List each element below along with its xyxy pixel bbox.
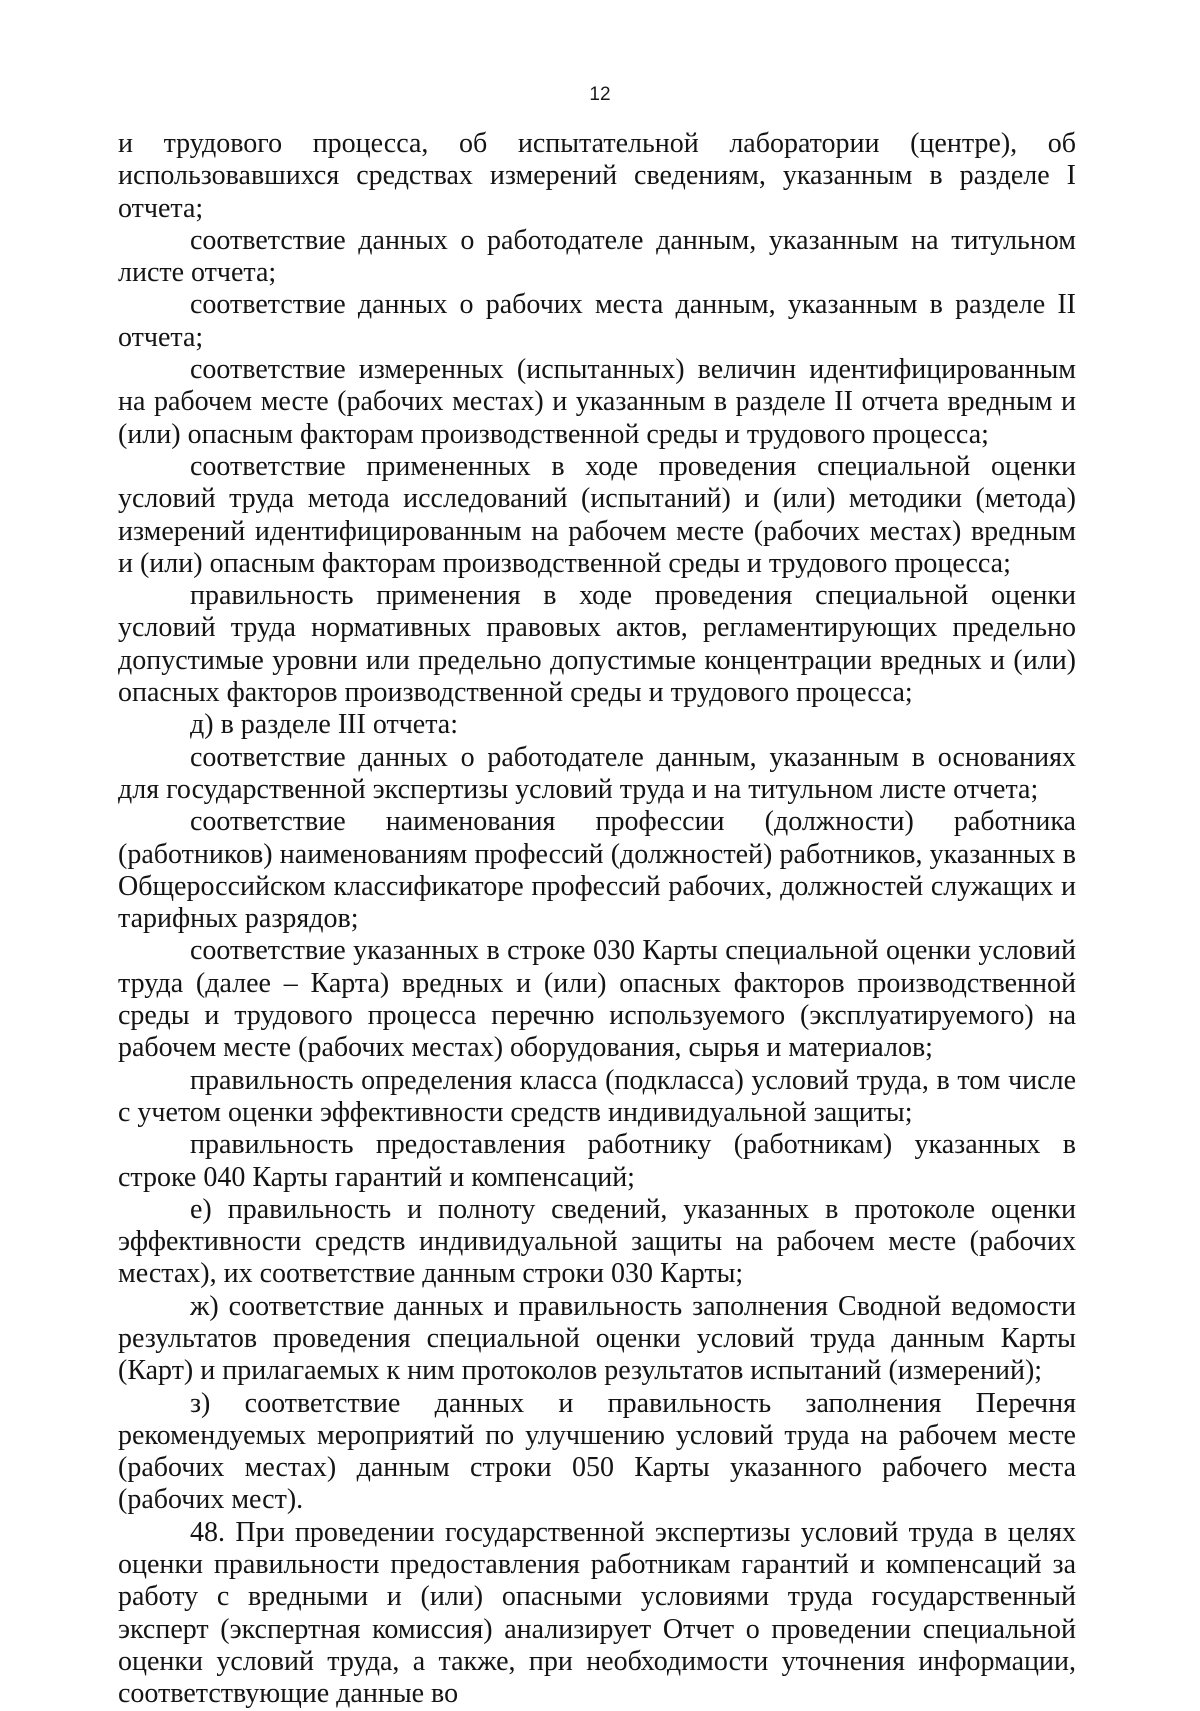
paragraph-z: з) соответствие данных и правильность заполнения Перечня рекомендуемых мероприятий по улучшению условий труда на рабочем месте (рабочих местах) данным строки 050 Карты указанного рабочего места (рабочих мест).: [118, 1387, 1076, 1516]
paragraph: соответствие данных о рабочих места данным, указанным в разделе II отчета;: [118, 289, 1076, 353]
paragraph: правильность применения в ходе проведения специальной оценки условий труда нормативных правовых актов, регламентирующих предельно допустимые уровни или предельно допустимые концентрации вредных и (или) опасных факторов производственной среды и трудового процесса;: [118, 580, 1076, 709]
page-number: 12: [589, 84, 611, 105]
paragraph: соответствие данных о работодателе данным, указанным на титульном листе отчета;: [118, 224, 1076, 289]
paragraph: правильность определения класса (подкласса) условий труда, в том числе с учетом оценки эффективности средств индивидуальной защиты;: [118, 1064, 1076, 1128]
paragraph-zh: ж) соответствие данных и правильность заполнения Сводной ведомости результатов проведения специальной оценки условий труда данным Карты (Карт) и прилагаемых к ним протоколов результатов испытаний (измерений);: [118, 1290, 1076, 1387]
paragraph: соответствие указанных в строке 030 Карты специальной оценки условий труда (далее – Карта) вредных и (или) опасных факторов производственной среды и трудового процесса перечню используемого (эксплуатируемого) на рабочем месте (рабочих местах) оборудования, сырья и материалов;: [118, 935, 1076, 1064]
document-body: [118, 128, 1076, 1711]
paragraph: соответствие примененных в ходе проведения специальной оценки условий труда метода исследований (испытаний) и (или) методики (метода) измерений идентифицированным на рабочем месте (рабочих местах) вредным и (или) опасным факторам производственной среды и трудового процесса;: [118, 450, 1076, 579]
paragraph: и трудового процесса, об испытательной лаборатории (центре), об использовавшихся средствах измерений сведениям, указанным в разделе I отчета;: [118, 128, 1076, 224]
paragraph: соответствие наименования профессии (должности) работника (работников) наименованиям профессий (должностей) работников, указанных в Общероссийском классификаторе профессий рабочих, должностей служащих и тарифных разрядов;: [118, 806, 1076, 935]
paragraph: соответствие данных о работодателе данным, указанным в основаниях для государственной экспертизы условий труда и на титульном листе отчета;: [118, 741, 1076, 805]
clause-48: 48. При проведении государственной экспертизы условий труда в целях оценки правильности предоставления работникам гарантий и компенсаций за работу с вредными и (или) опасными условиями труда государственный эксперт (экспертная комиссия) анализирует Отчет о проведении специальной оценки условий труда, а также, при необходимости уточнения информации, соответствующие данные во: [118, 1516, 1076, 1710]
paragraph: соответствие измеренных (испытанных) величин идентифицированным на рабочем месте (рабочих местах) и указанным в разделе II отчета вредным и (или) опасным факторам производственной среды и трудового процесса;: [118, 354, 1076, 450]
paragraph: правильность предоставления работнику (работникам) указанных в строке 040 Карты гарантий и компенсаций;: [118, 1129, 1076, 1193]
section-heading-d: д) в разделе III отчета:: [190, 709, 458, 741]
paragraph-e: е) правильность и полноту сведений, указанных в протоколе оценки эффективности средств индивидуальной защиты на рабочем месте (рабочих местах), их соответствие данным строки 030 Карты;: [118, 1193, 1076, 1290]
